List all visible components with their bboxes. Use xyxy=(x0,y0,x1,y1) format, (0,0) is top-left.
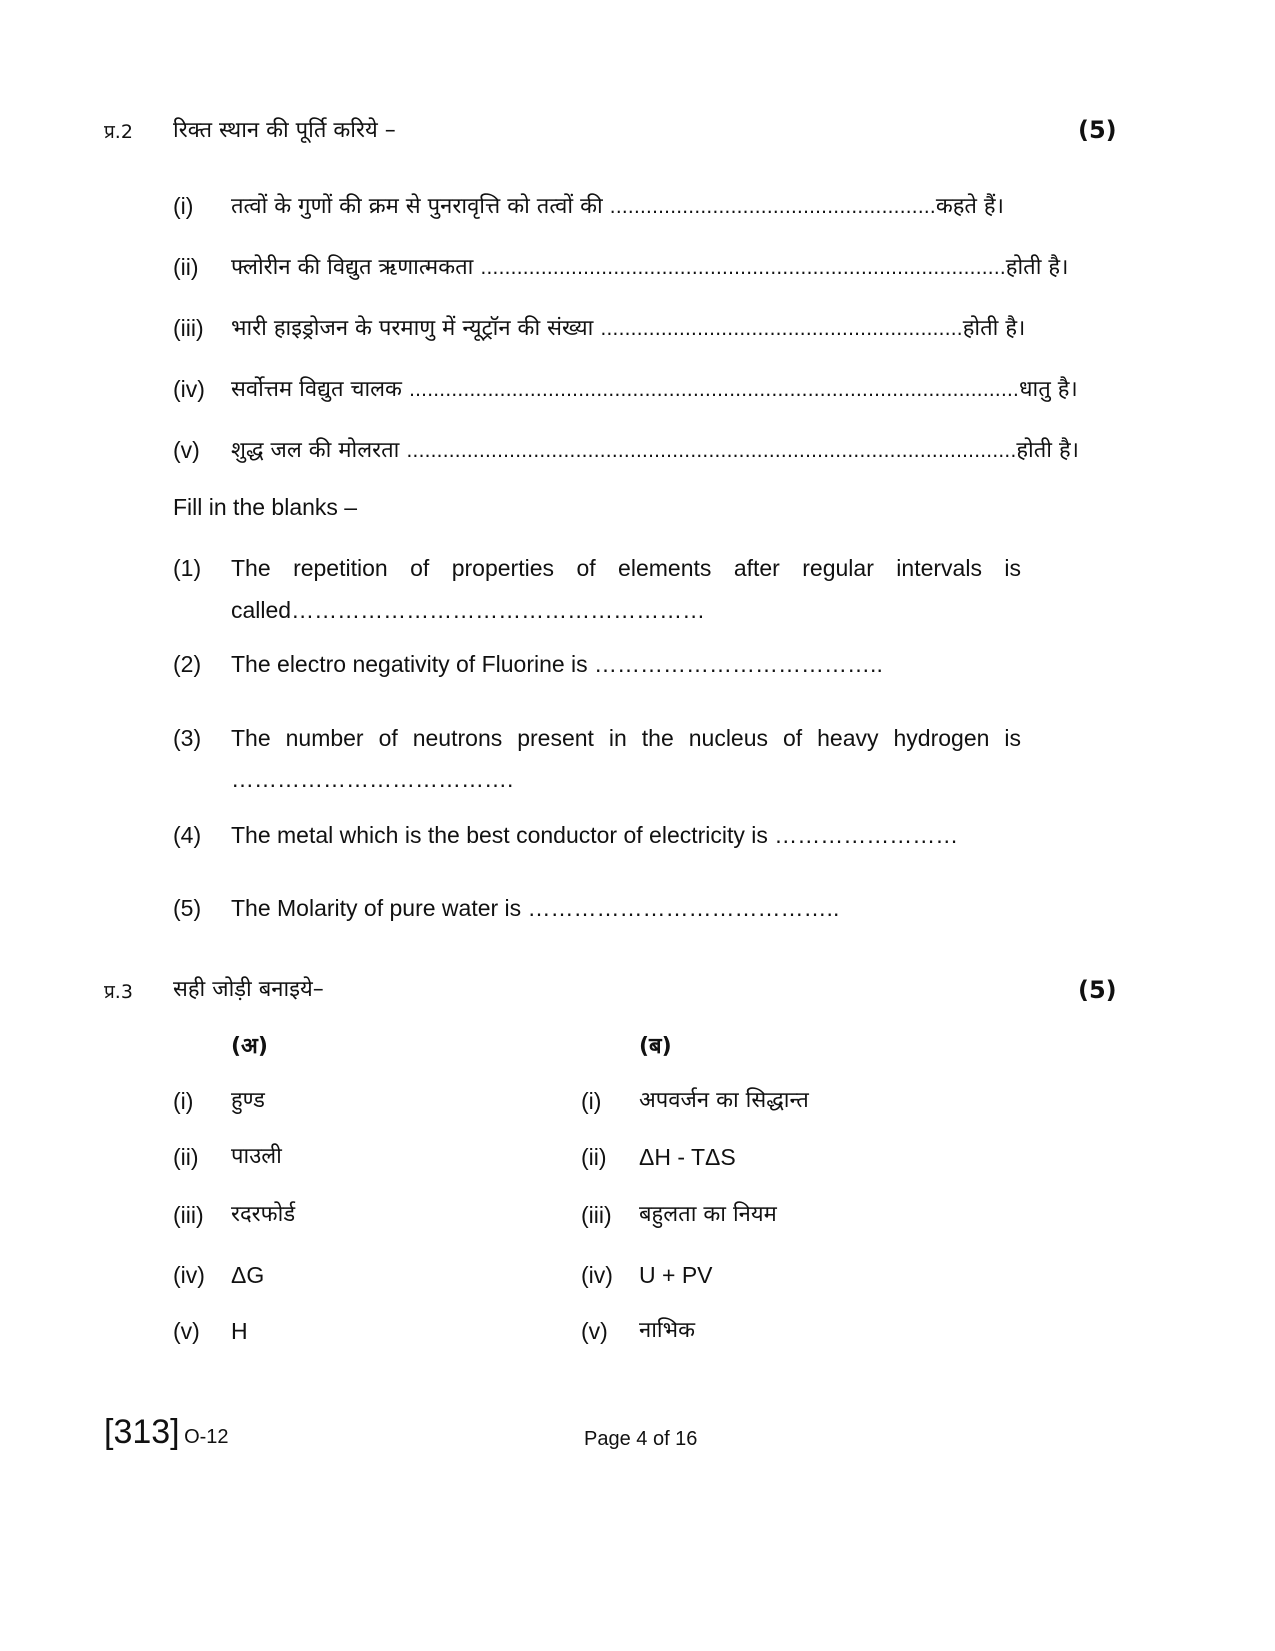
english-item-3-line1: The number of neutrons present in the nucleus of heavy hydrogen is xyxy=(231,725,1021,751)
column-b-header: (ब) xyxy=(639,1034,672,1059)
hindi-item-2-blank: ....................................................................................... xyxy=(480,257,1006,279)
paper-code: [313] xyxy=(104,1413,180,1451)
english-item-5-number: (5) xyxy=(173,895,202,921)
hindi-item-4-text: सर्वोत्तम विद्युत चालक xyxy=(231,377,402,402)
english-heading: Fill in the blanks – xyxy=(173,494,358,520)
q2-number: प्र.2 xyxy=(104,121,133,143)
q2-marks: (5) xyxy=(1078,116,1117,144)
english-item-3-line2: ………………………………. xyxy=(231,766,514,792)
english-item-4-number: (4) xyxy=(173,822,202,848)
hindi-item-3-end: होती है। xyxy=(962,316,1026,341)
match-a-5-number: (v) xyxy=(173,1318,200,1344)
match-b-1-number: (i) xyxy=(581,1088,602,1114)
hindi-item-5-blank: ..................................................................................................... xyxy=(406,440,1017,462)
english-item-3-number: (3) xyxy=(173,725,202,751)
hindi-item-5 xyxy=(231,434,1079,464)
english-item-1-line1: The repetition of properties of elements after regular intervals is xyxy=(231,555,1021,581)
hindi-item-3-blank: ............................................................ xyxy=(600,318,963,340)
hindi-item-1-text: तत्वों के गुणों की क्रम से पुनरावृत्ति को तत्वों की xyxy=(231,194,603,219)
match-a-1-text: हुण्ड xyxy=(231,1088,265,1113)
match-a-2-text: पाउली xyxy=(231,1144,282,1169)
hindi-item-1-end: कहते हैं। xyxy=(935,194,1004,219)
match-b-2-number: (ii) xyxy=(581,1144,607,1170)
hindi-item-4-number: (iv) xyxy=(173,376,205,402)
footer-code xyxy=(104,1413,229,1452)
hindi-item-1-number: (i) xyxy=(173,193,194,219)
english-item-2-number: (2) xyxy=(173,651,202,677)
match-a-1-number: (i) xyxy=(173,1088,194,1114)
match-a-3-text: रदरफोर्ड xyxy=(231,1202,296,1227)
english-item-1-number: (1) xyxy=(173,555,202,581)
q3-number: प्र.3 xyxy=(104,981,133,1003)
hindi-item-4 xyxy=(231,373,1078,403)
hindi-item-5-end: होती है। xyxy=(1016,438,1079,463)
match-b-2-text: ΔH - TΔS xyxy=(639,1144,736,1170)
page-number: Page 4 of 16 xyxy=(584,1428,698,1450)
hindi-item-4-blank: ..................................................................................................... xyxy=(408,379,1019,401)
match-b-1-text: अपवर्जन का सिद्धान्त xyxy=(639,1088,809,1113)
english-item-4-line1: The metal which is the best conductor of electricity is …………………… xyxy=(231,822,959,848)
hindi-item-3-number: (iii) xyxy=(173,315,204,341)
match-b-3-number: (iii) xyxy=(581,1202,612,1228)
match-a-3-number: (iii) xyxy=(173,1202,204,1228)
english-item-1-line2: called……………………………………………… xyxy=(231,597,706,623)
match-b-4-text: U + PV xyxy=(639,1262,713,1288)
q3-title: सही जोड़ी बनाइये– xyxy=(173,977,324,1002)
hindi-item-2-number: (ii) xyxy=(173,254,199,280)
hindi-item-1-blank: ...................................................... xyxy=(609,196,936,218)
match-b-4-number: (iv) xyxy=(581,1262,613,1288)
hindi-item-2-end: होती है। xyxy=(1005,255,1069,280)
hindi-item-3 xyxy=(231,312,1025,342)
hindi-item-5-text: शुद्ध जल की मोलरता xyxy=(231,438,400,463)
column-a-header: (अ) xyxy=(231,1034,268,1059)
hindi-item-2-text: फ्लोरीन की विद्युत ऋणात्मकता xyxy=(231,255,474,280)
hindi-item-5-number: (v) xyxy=(173,437,200,463)
q2-title: रिक्त स्थान की पूर्ति करिये – xyxy=(173,118,396,143)
hindi-item-4-end: धातु है। xyxy=(1018,377,1078,402)
match-b-3-text: बहुलता का नियम xyxy=(639,1202,777,1227)
english-item-2-line1: The electro negativity of Fluorine is ……………………………….. xyxy=(231,651,883,677)
hindi-item-1 xyxy=(231,190,1004,220)
hindi-item-2 xyxy=(231,251,1068,281)
english-item-5-line1: The Molarity of pure water is ………………………………….. xyxy=(231,895,840,921)
q3-marks: (5) xyxy=(1078,976,1117,1004)
match-a-2-number: (ii) xyxy=(173,1144,199,1170)
match-a-4-number: (iv) xyxy=(173,1262,205,1288)
match-a-4-text: ΔG xyxy=(231,1262,265,1288)
match-a-5-text: H xyxy=(231,1318,248,1344)
match-b-5-number: (v) xyxy=(581,1318,608,1344)
hindi-item-3-text: भारी हाइड्रोजन के परमाणु में न्यूट्रॉन की संख्या xyxy=(231,316,594,341)
match-b-5-text: नाभिक xyxy=(639,1318,695,1343)
paper-subcode: O-12 xyxy=(184,1426,229,1448)
